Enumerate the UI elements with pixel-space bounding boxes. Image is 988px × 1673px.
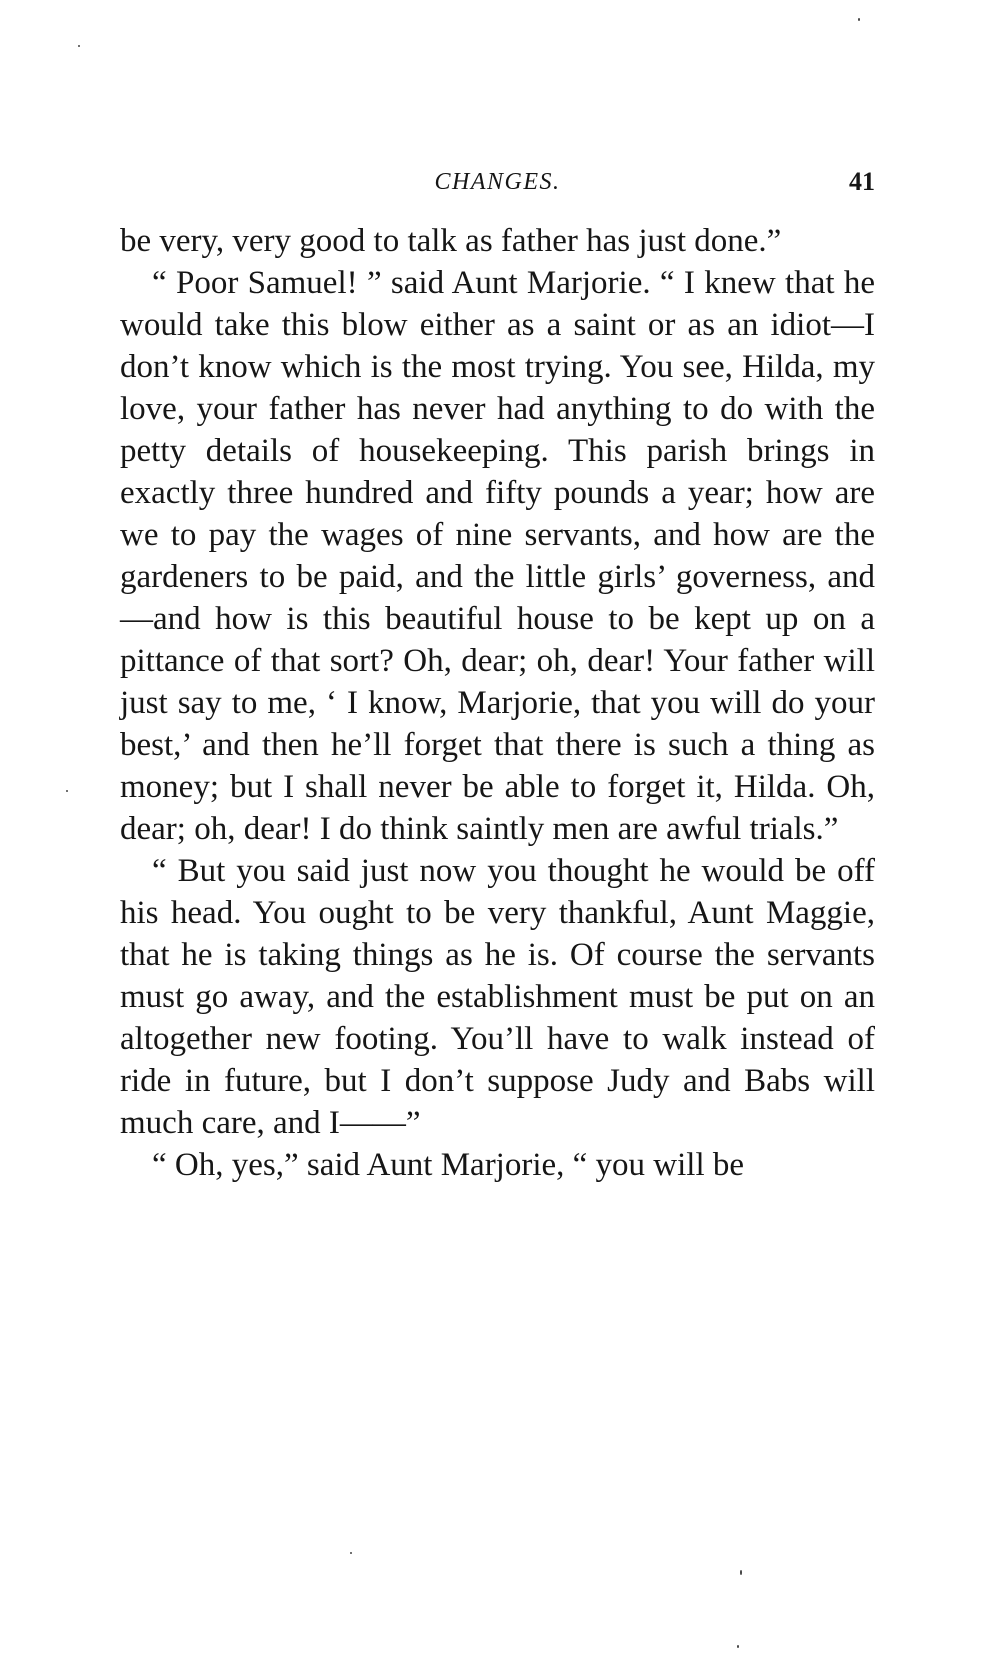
- paragraph: “ But you said just now you thought he would be off his head. You ought to be very thankful, Aunt Maggie, that he is taking things as he is. Of course the servants must go away, and the establishment must be put on an altogether new footing. You’ll have to walk instead of ride in future, but I don’t suppose Judy and Babs will much care, and I——”: [120, 853, 875, 1141]
- scan-speck: [78, 45, 80, 47]
- paragraph: “ Oh, yes,” said Aunt Marjorie, “ you will be: [152, 1147, 745, 1183]
- scan-speck: [858, 18, 860, 21]
- paragraph-continuation: be very, very good to talk as father has just done.”: [120, 223, 782, 259]
- page-header: [120, 162, 875, 202]
- scan-speck: [66, 790, 68, 792]
- scan-speck: [740, 1570, 742, 1575]
- body-text: [120, 220, 875, 1186]
- running-title: CHANGES.: [434, 169, 561, 195]
- scan-speck: [350, 1552, 352, 1554]
- page-number: 41: [849, 167, 875, 196]
- scan-speck: [737, 1645, 739, 1648]
- paragraph: “ Poor Samuel! ” said Aunt Marjorie. “ I knew that he would take this blow either as a saint or as an idiot—I don’t know which is the most trying. You see, Hilda, my love, your father has never had anything to do with the petty details of housekeeping. This parish brings in exactly three hundred and fifty pounds a year; how are we to pay the wages of nine servants, and how are the gardeners to be paid, and the little girls’ governess, and—and how is this beautiful house to be kept up on a pittance of that sort? Oh, dear; oh, dear! Your father will just say to me, ‘ I know, Marjorie, that you will do your best,’ and then he’ll forget that there is such a thing as money; but I shall never be able to forget it, Hilda. Oh, dear; oh, dear! I do think saintly men are awful trials.”: [120, 265, 875, 847]
